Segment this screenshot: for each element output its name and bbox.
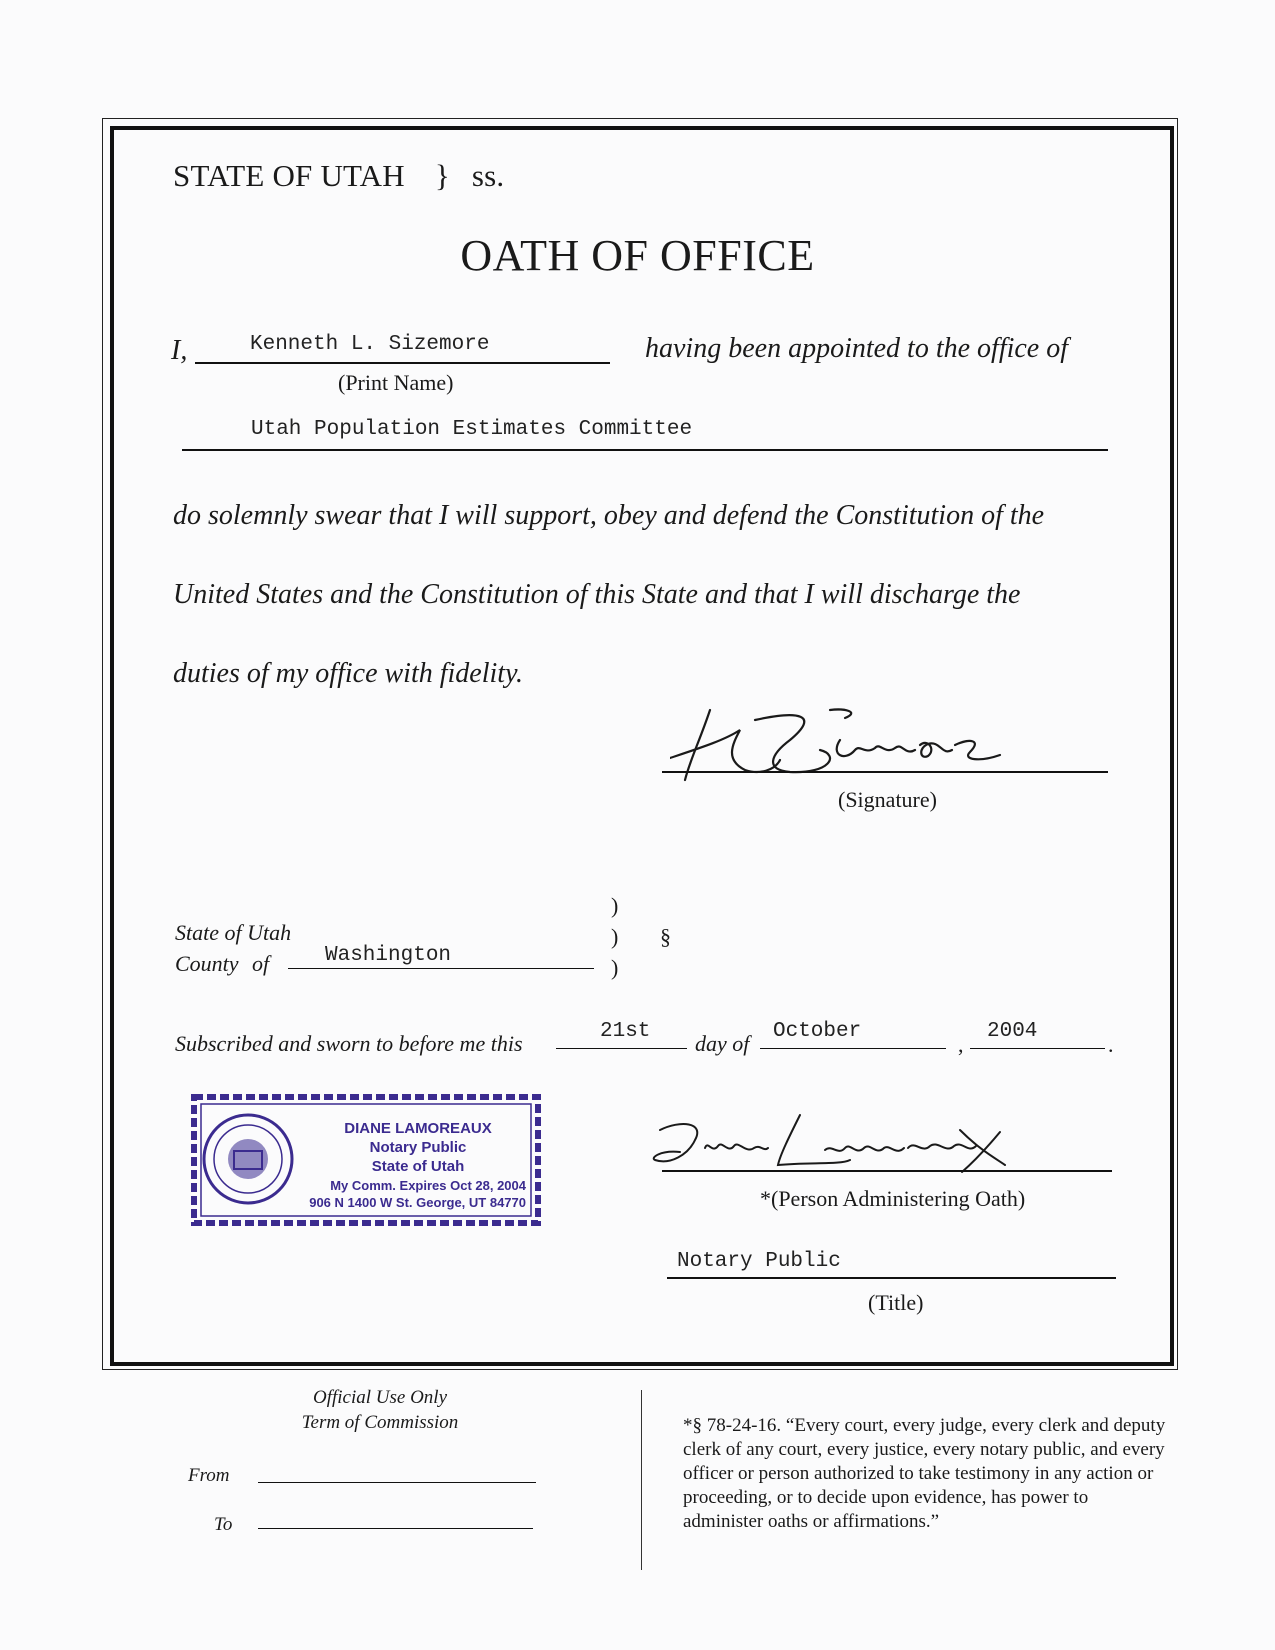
brace: } xyxy=(434,158,450,193)
print-name-line xyxy=(195,362,610,364)
date-comma: , xyxy=(958,1032,964,1057)
from-label: From xyxy=(188,1465,230,1486)
i-label: I, xyxy=(171,335,188,366)
footer-divider xyxy=(641,1390,642,1570)
office-value: Utah Population Estimates Committee xyxy=(251,418,693,441)
statute-text: *§ 78-24-16. “Every court, every judge, every clerk and deputy clerk of any court, every justice, every notary public, and every officer or person authorized to take testimony in any action or proceeding, or to decide upon evidence, has power to administer oaths or affirmations.” xyxy=(683,1415,1166,1532)
day-value: 21st xyxy=(600,1020,651,1043)
state-name: STATE OF UTAH xyxy=(173,158,405,193)
venue-state-label: State of Utah xyxy=(175,920,292,945)
year-line xyxy=(970,1048,1105,1049)
subscribed-lead: Subscribed and sworn to before me this xyxy=(175,1031,523,1056)
venue-county-label: County of xyxy=(175,951,270,976)
title-line xyxy=(667,1277,1116,1279)
from-line[interactable] xyxy=(258,1482,536,1483)
county-value: Washington xyxy=(325,944,452,967)
venue-paren-3: ) xyxy=(611,955,619,980)
stamp-name: DIANE LAMOREAUX xyxy=(344,1120,492,1137)
notary-stamp xyxy=(190,1093,542,1227)
appointed-text: having been appointed to the office of xyxy=(645,333,1069,364)
section-sign: § xyxy=(660,924,671,949)
administrator-caption: *(Person Administering Oath) xyxy=(760,1186,1026,1211)
administrator-signature-line xyxy=(662,1170,1112,1172)
signature-caption: (Signature) xyxy=(838,787,937,812)
county-line xyxy=(288,968,594,969)
stamp-expiration: My Comm. Expires Oct 28, 2004 xyxy=(330,1178,526,1193)
to-line[interactable] xyxy=(258,1528,533,1529)
state-heading xyxy=(173,158,504,194)
official-use-block xyxy=(255,1385,505,1435)
to-label: To xyxy=(214,1514,233,1535)
officer-signature xyxy=(670,700,1020,800)
stamp-address: 906 N 1400 W St. George, UT 84770 xyxy=(309,1195,526,1210)
stamp-notary-public: Notary Public xyxy=(369,1139,467,1156)
date-period: . xyxy=(1108,1032,1114,1057)
oath-line-2: United States and the Constitution of this State and that I will discharge the xyxy=(173,579,1021,610)
office-line xyxy=(182,449,1108,451)
print-name-value: Kenneth L. Sizemore xyxy=(250,333,490,356)
official-use-heading: Official Use Only xyxy=(312,1387,448,1408)
document-title: OATH OF OFFICE xyxy=(460,231,815,280)
month-line xyxy=(760,1048,946,1049)
title-caption: (Title) xyxy=(868,1290,924,1315)
oath-line-3: duties of my office with fidelity. xyxy=(173,658,523,689)
ss-label: ss. xyxy=(471,158,505,193)
day-of-label: day of xyxy=(695,1031,750,1056)
oath-line-1: do solemnly swear that I will support, obey and defend the Constitution of the xyxy=(173,500,1045,531)
venue-paren-2: ) xyxy=(611,924,619,949)
print-name-caption: (Print Name) xyxy=(338,370,454,395)
title-value: Notary Public xyxy=(677,1250,841,1273)
signature-line xyxy=(662,771,1108,773)
venue-paren-1: ) xyxy=(611,893,619,918)
year-value: 2004 xyxy=(987,1020,1038,1043)
day-line xyxy=(556,1048,687,1049)
term-of-commission-heading: Term of Commission xyxy=(301,1412,459,1433)
month-value: October xyxy=(773,1020,862,1043)
stamp-state: State of Utah xyxy=(371,1158,465,1175)
